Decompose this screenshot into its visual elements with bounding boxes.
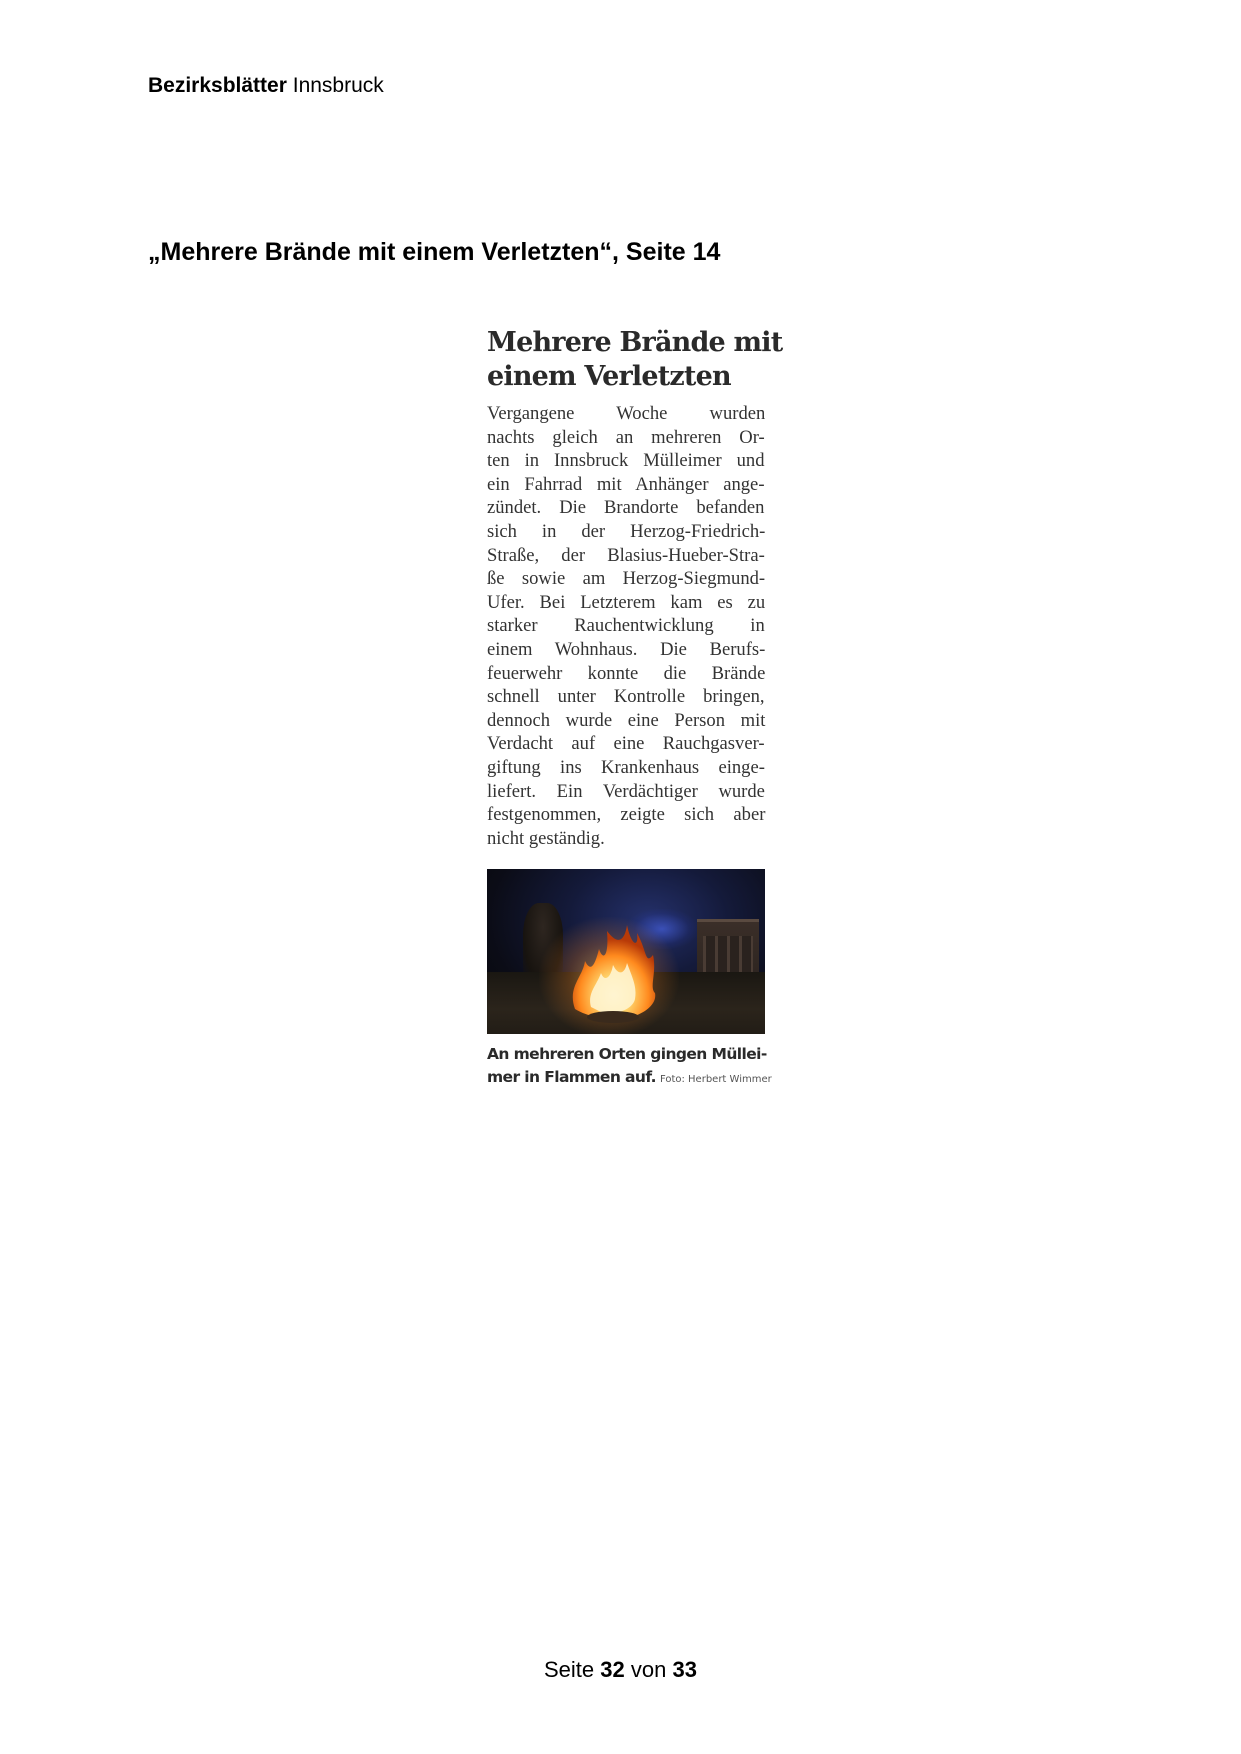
article-body — [487, 402, 765, 850]
article-headline — [487, 326, 783, 394]
article-body-line: liefert. Ein Verdächtiger wurde — [487, 780, 765, 802]
page-header — [148, 72, 384, 100]
fire-debris — [587, 1011, 639, 1023]
article-body-line: nicht geständig. — [487, 827, 605, 849]
article-body-line: nachts gleich an mehreren Or- — [487, 426, 765, 448]
article-body-line: starker Rauchentwicklung in — [487, 615, 765, 637]
photo-fire-flames — [487, 869, 765, 1034]
newspaper-clipping — [487, 326, 783, 1091]
photo-caption — [487, 1043, 772, 1091]
article-body-line: schnell unter Kontrolle bringen, — [487, 686, 765, 708]
article-body-line: ße sowie am Herzog-Siegmund- — [487, 568, 766, 590]
article-body-line: Verdacht auf eine Rauchgasver- — [487, 733, 765, 755]
caption-line-2: mer in Flammen auf. — [487, 1068, 656, 1087]
photo-credit: Foto: Herbert Wimmer — [659, 1074, 772, 1086]
headline-line-1: Mehrere Brände mit — [487, 327, 783, 358]
publication-region: Innsbruck — [292, 74, 384, 97]
article-body-line: ten in Innsbruck Mülleimer und — [487, 450, 765, 472]
footer-current-page: 32 — [600, 1657, 625, 1682]
document-title: „Mehrere Brände mit einem Verletzten“, Seite 14 — [148, 238, 721, 266]
article-body-line: Vergangene Woche wurden — [487, 403, 766, 424]
article-body-line: giftung ins Krankenhaus einge- — [487, 756, 765, 778]
article-body-line: einem Wohnhaus. Die Berufs- — [487, 638, 766, 660]
article-photo — [487, 869, 765, 1034]
article-body-line: Straße, der Blasius-Hueber-Stra- — [487, 544, 765, 566]
article-body-line: dennoch wurde eine Person mit — [487, 709, 766, 731]
footer-prefix: Seite — [544, 1657, 595, 1682]
article-body-line: festgenommen, zeigte sich aber — [487, 804, 766, 826]
article-body-line: sich in der Herzog-Friedrich- — [487, 520, 766, 542]
publication-name: Bezirksblätter — [148, 74, 287, 97]
article-body-line: ein Fahrrad mit Anhänger ange- — [487, 473, 765, 495]
page-footer — [0, 1656, 1241, 1684]
article-body-line: Ufer. Bei Letzterem kam es zu — [487, 591, 766, 613]
article-body-line: zündet. Die Brandorte befanden — [487, 497, 765, 519]
footer-separator: von — [630, 1657, 667, 1682]
caption-line-1: An mehreren Orten gingen Müllei- — [487, 1045, 767, 1064]
headline-line-2: einem Verletzten — [487, 361, 731, 392]
footer-total-pages: 33 — [672, 1657, 697, 1682]
article-body-line: feuerwehr konnte die Brände — [487, 662, 766, 684]
